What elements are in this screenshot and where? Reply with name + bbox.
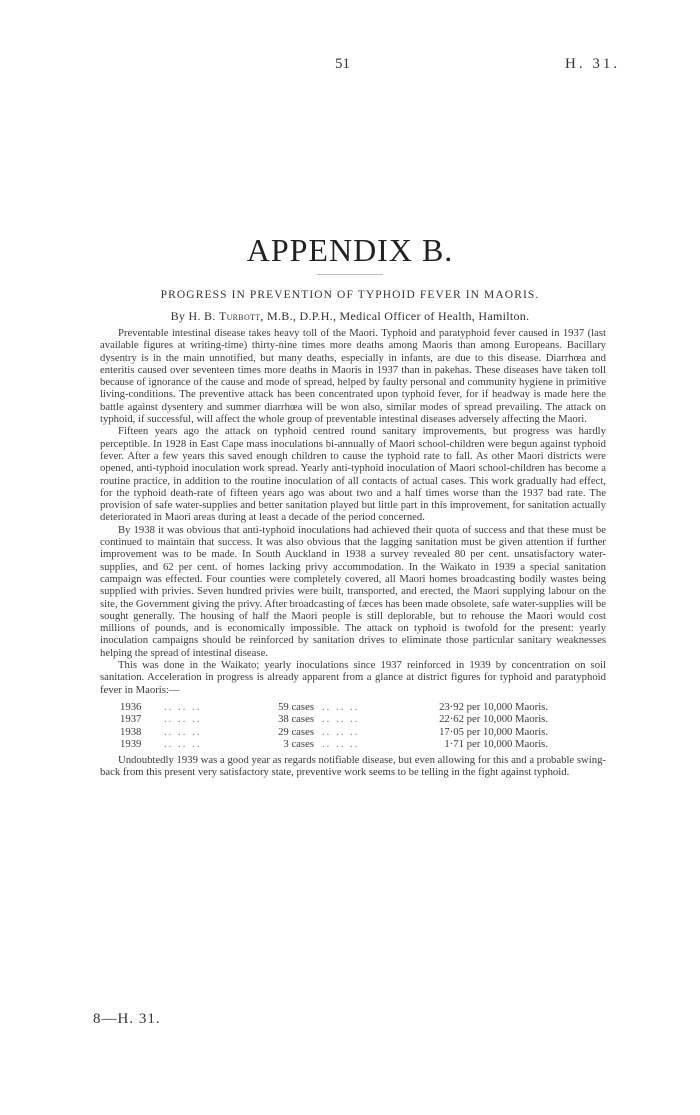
paragraph-2: Fifteen years ago the attack on typhoid centred round sanitary improvements, but progress was hardly perceptible. In 1928 in East Cape mass inoculations bi-annually of Maori school-children were begun against typhoid fever. After a few years this saved enough children to cause the typhoid rate to fall. As other Maori districts were opened, anti-typhoid inoculation work spread. Yearly anti-typhoid inoculation of Maori school-children has become a routine practice, in addition to the routine inoculation of all contacts of actual cases. This work gradually had effect, for the typhoid death-rate of fifteen years ago was about two and a half times worse than the 1937 bad rate. The provision of safe water-supplies and better sanitation played but little part in this improvement, for sanitation actually deteriorated in Maori areas during at least a decade of the period concerned.: [100, 425, 606, 524]
byline-prefix: By H. B.: [170, 309, 216, 323]
author-surname: Turbott: [218, 309, 261, 323]
row-year: 1936: [120, 700, 142, 713]
row-rate: 22·62 per 10,000 Maoris.: [439, 713, 548, 726]
table-row: [120, 701, 548, 713]
table-row: [120, 738, 548, 750]
row-rate: 17·05 per 10,000 Maoris.: [439, 725, 548, 738]
article-body: [100, 327, 606, 779]
page-number: 51: [335, 56, 350, 72]
leader-dots: .. .. ..: [164, 713, 202, 726]
leader-dots: .. .. ..: [164, 737, 202, 750]
title-divider: [317, 274, 383, 275]
row-cases: 59 cases: [278, 700, 314, 713]
paragraph-4: This was done in the Waikato; yearly inoculations since 1937 reinforced in 1939 by concentration on soil sanitation. Acceleration in progress is already apparent from a glance at district figures for typhoid and paratyphoid fever in Maoris:—: [100, 659, 606, 696]
leader-dots: .. .. ..: [322, 725, 360, 738]
typhoid-cases-table: [120, 701, 548, 750]
row-cases: 38 cases: [278, 713, 314, 726]
row-year: 1938: [120, 725, 142, 738]
leader-dots: .. .. ..: [322, 713, 360, 726]
leader-dots: .. .. ..: [322, 700, 360, 713]
table-row: [120, 713, 548, 725]
row-cases: 29 cases: [278, 725, 314, 738]
author-byline: [0, 309, 700, 324]
document-reference: H. 31.: [565, 56, 621, 72]
row-rate: 23·92 per 10,000 Maoris.: [439, 700, 548, 713]
row-rate: 1·71 per 10,000 Maoris.: [444, 737, 548, 750]
footer-signature: 8—H. 31.: [93, 1011, 161, 1027]
leader-dots: .. .. ..: [322, 737, 360, 750]
paragraph-1: Preventable intestinal disease takes heavy toll of the Maori. Typhoid and paratyphoid fever caused in 1937 (last available figures at writing-time) thirty-nine times more deaths among Maoris than among Europeans. Bacillary dysentry is in the main unnotified, but many deaths, especially in infants, are due to this disease. Diarrhœa and enteritis caused over seventeen times more deaths in Maoris in 1937 than in pakehas. These diseases have taken toll because of ignorance of the cause and mode of spread, helped by faulty personal and community hygiene in primitive living-conditions. The preventive attack has been concentrated upon typhoid fever, for if headway is made here the battle against dysentery and summer diarrhœa will be won also, similar modes of spread prevailing. The attack on typhoid, if successful, will affect the whole group of preventable intestinal diseases adversely affecting the Maori.: [100, 327, 606, 426]
article-subtitle: PROGRESS IN PREVENTION OF TYPHOID FEVER IN MAORIS.: [160, 289, 540, 301]
row-year: 1939: [120, 737, 142, 750]
row-year: 1937: [120, 713, 142, 726]
paragraph-3: By 1938 it was obvious that anti-typhoid inoculations had achieved their quota of success and that these must be continued to maintain that success. It was also obvious that the lagging sanitation must be given attention if further improvement was to be made. In South Auckland in 1938 a survey revealed 80 per cent. unsatisfactory water-supplies, and 62 per cent. of homes lacking privy accommodation. In the Waikato in 1939 a special sanitation campaign was effected. Four counties were completely covered, all Maori homes broadcasting bodily wastes being supplied with privies. Seven hundred privies were built, transported, and erected, the Maori supplying labour on the site, the Government giving the privy. After broadcasting of fæces has been made obsolete, safe water-supplies will be sought generally. The housing of half the Maori people is still deplorable, but to rehouse the Maori would cost millions of pounds, and is economically impossible. The attack on typhoid is twofold for the present: yearly inoculation campaigns should be reinforced by sanitation drives to eliminate those particular sanitary weaknesses helping the spread of intestinal disease.: [100, 523, 607, 659]
leader-dots: .. .. ..: [164, 725, 202, 738]
appendix-title: APPENDIX B.: [246, 232, 454, 268]
table-row: [120, 726, 548, 738]
closing-paragraph: Undoubtedly 1939 was a good year as regards notifiable disease, but even allowing for this and a probable swing-back from this present very satisfactory state, preventive work seems to be telling in the fight against typhoid.: [100, 754, 606, 779]
byline-suffix: , M.B., D.P.H., Medical Officer of Health, Hamilton.: [260, 309, 530, 323]
row-cases: 3 cases: [283, 737, 314, 750]
leader-dots: .. .. ..: [164, 700, 202, 713]
